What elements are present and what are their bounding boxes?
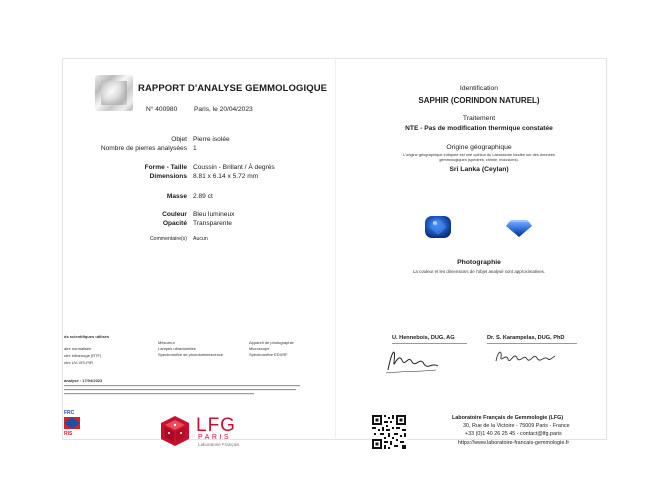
hologram-sticker [95, 75, 133, 111]
photo-note: La couleur et les dimensions de l'objet analysé sont approximatives. [412, 269, 546, 274]
report-date: Paris, le 20/04/2023 [194, 106, 253, 113]
treatment-label: Traitement [462, 115, 496, 122]
fine-print [64, 384, 304, 400]
field-value: Transparente [193, 220, 232, 227]
lfg-logo-icon [158, 415, 192, 447]
lab-name: Laboratoire Français de Gemmologie (LFG) [452, 415, 564, 421]
validity-date: analyse : 17/04/2023 [64, 378, 103, 383]
field-label: Objet [171, 136, 187, 143]
field-label: Opacité [162, 220, 187, 227]
lab-address: 30, Rue de la Victoire - 75009 Paris - France [463, 423, 570, 429]
method-item: ctre infrarouge (RTF) [64, 353, 102, 358]
gem-photo-side-icon [505, 216, 533, 238]
field-label: Nombre de pierres analysées [100, 145, 187, 152]
gem-photo-top-icon [423, 214, 453, 240]
method-item: Spectromètre EDXRF [249, 352, 288, 357]
lab-contact: +33 (0)1 40 26 25 45 - contact@lfg.paris [465, 431, 562, 437]
field-label: Forme - Taille [144, 164, 187, 171]
origin-label: Origine géographique [446, 144, 512, 151]
method-item: ctre UV-VIS-PIR [64, 360, 93, 365]
field-label: Couleur [162, 211, 187, 218]
field-value: Pierre isolée [193, 136, 230, 143]
report-title: RAPPORT D'ANALYSE GEMMOLOGIQUE [138, 83, 328, 94]
field-label: Masse [166, 193, 187, 200]
field-label: Commentaire(s) [149, 236, 187, 242]
report-number: N° 400980 [146, 106, 178, 113]
method-item: Spectromètre de photoluminescence [158, 352, 224, 357]
method-item: Lampes ultraviolettes [158, 346, 196, 351]
method-item: aire normalisée [64, 346, 92, 351]
treatment-value: NTE - Pas de modification thermique constatée [405, 125, 553, 132]
method-item: Appareil de photographie [249, 340, 294, 345]
lab-website: https://www.laboratoire-francais-gemmologie.fr [458, 440, 570, 446]
identification-label: Identification [459, 85, 499, 92]
field-value: 1 [193, 145, 197, 152]
photo-label: Photographie [457, 259, 501, 266]
logo-sub: PARIS [198, 434, 231, 441]
field-value: Bleu lumineux [193, 211, 235, 218]
field-value: Aucun [193, 236, 208, 242]
methods-title: ds scientifiques utilisés [64, 334, 110, 339]
accreditation-badge: FRC RIS [64, 410, 80, 446]
method-item: Microscope [249, 346, 270, 351]
origin-value: Sri Lanka (Ceylan) [449, 166, 509, 173]
field-value: 2.89 ct [193, 193, 213, 200]
origin-note: L'origine géographique indiquée est une opinion du Laboratoire fondée sur des données gemmologiques (spectres, chimie, inclusions). [403, 152, 555, 162]
identification-value: SAPHIR (CORINDON NATUREL) [418, 96, 540, 105]
signature-1-icon [382, 340, 442, 378]
field-value: Coussin - Brillant / À degrés [193, 164, 275, 171]
logo-wordmark: LFG [196, 415, 236, 436]
qr-code-icon [371, 414, 407, 450]
signatory-2-name: Dr. S. Karampelas, DUG, PhD [487, 335, 565, 341]
logo-tagline: Laboratoire Français [198, 442, 240, 447]
signatory-1-name: U. Hennebois, DUG, AG [392, 335, 455, 341]
field-value: 8.81 x 6.14 x 5.72 mm [193, 173, 259, 180]
signature-2-icon [492, 343, 558, 369]
page-fold [335, 58, 336, 438]
method-item: Mesureur [158, 340, 175, 345]
field-label: Dimensions [149, 173, 187, 180]
